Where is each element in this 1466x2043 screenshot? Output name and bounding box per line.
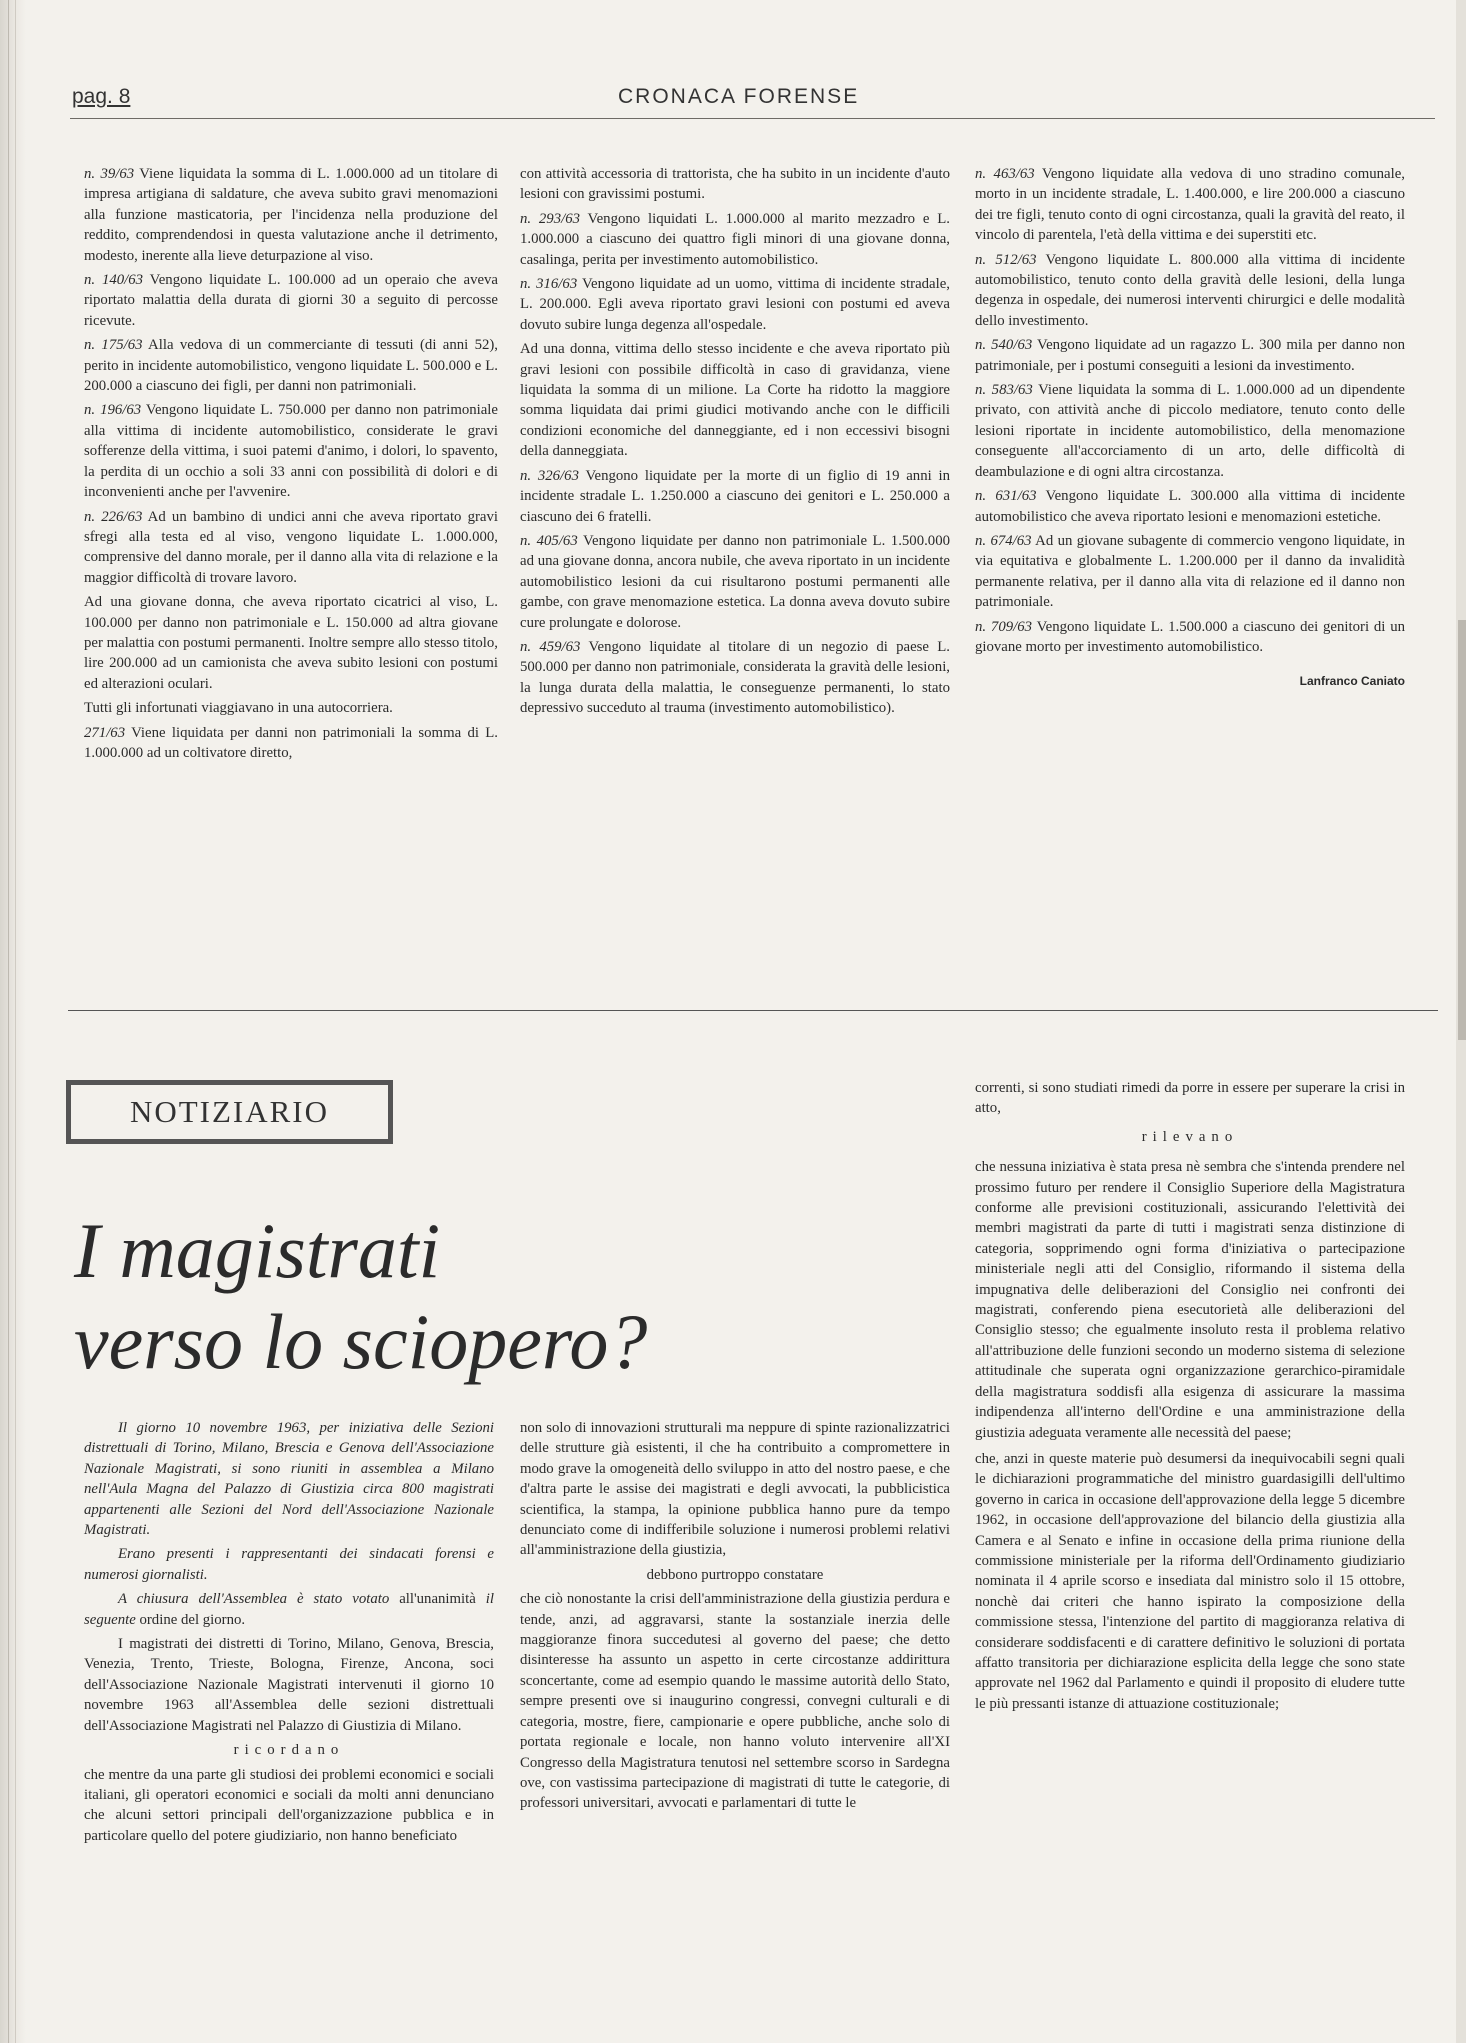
ruling-entry — [84, 335, 498, 396]
vote-paragraph: A chiusura dell'Assemblea è stato votato all'unanimità il seguente ordine del giorno. — [84, 1591, 494, 1628]
ruling-entry — [975, 250, 1405, 332]
top-column-2 — [520, 164, 950, 723]
ruling-citation: 271/63 — [84, 724, 126, 741]
ruling-text: Vengono liquidate L. 800.000 alla vittima di incidente automobilistico, tenuto conto della gravità delle lesioni, della lunga degenza in ospedale, dei numerosi interventi chirurgici e delle modalità dello investimento. — [975, 251, 1405, 329]
bottom-column-1 — [84, 1418, 494, 1850]
resolution-paragraph: non solo di innovazioni strutturali ma neppure di spinte razionalizzatrici delle strutture già esistenti, il che ha contribuito a compromettere in modo grave la omogeneità dello sviluppo in atto del nostro paese, e che d'altra parte le assise dei magistrati e degli avvocati, la pubblicistica scientifica, la stampa, la opinione pubblica hanno pure da tempo denunciato come di indifferibile soluzione i numerosi problemi relativi all'amministrazione della giustizia, — [520, 1420, 950, 1559]
ruling-text: Ad un giovane subagente di commercio vengono liquidate, in via equitativa e globalmente L. 1.200.000 per il danno da invalidità permanente relativa, per il danno alla vita di relazione ed il danno non patrimoniale. — [975, 532, 1405, 611]
page-number: pag. 8 — [72, 85, 131, 108]
ruling-entry — [975, 164, 1405, 246]
ruling-citation: n. 540/63 — [975, 337, 1033, 354]
ruling-text: Vengono liquidate al titolare di un negozio di paese L. 500.000 per danno non patrimoniale, considerata la gravità delle lesioni, la lunga durata della malattia, le conseguenze permanenti, lo stato depressivo succeduto al trauma (investimento automobilistico). — [520, 638, 950, 717]
intro-paragraph: Erano presenti i rappresentanti dei sindacati forensi e numerosi giornalisti. — [84, 1546, 494, 1583]
ruling-citation: n. 709/63 — [975, 618, 1033, 635]
ruling-text: Ad un bambino di undici anni che aveva riportato gravi sfregi alla testa ed al viso, vengono liquidate L. 1.000.000, comprensive del danno morale, per il danno alla vita di relazione e la maggior difficoltà di trovare lavoro. — [84, 508, 499, 586]
ruling-text: Vengono liquidate L. 300.000 alla vittima di incidente automobilistico che aveva riportato lesioni e menomazioni estetiche. — [975, 488, 1405, 525]
header-rule — [70, 118, 1435, 119]
ruling-entry — [520, 637, 950, 719]
ruling-citation: n. 512/63 — [975, 251, 1037, 268]
ruling-citation: n. 459/63 — [520, 638, 581, 655]
resolution-paragraph: correnti, si sono studiati rimedi da porre in essere per superare la crisi in atto, — [975, 1080, 1405, 1117]
ruling-text: Ad una donna, vittima dello stesso incidente e che aveva riportato più gravi lesioni con possibile difficoltà in caso di gravidanza, viene liquidata la somma di un milione. La Corte ha ridotto la maggiore somma liquidata dai primi giudici motivando anche con le difficili condizioni economiche del danneggiante, ed i non eccessivi bisogni della danneggiata. — [520, 341, 950, 460]
ruling-text: Ad una giovane donna, che aveva riportato cicatrici al viso, L. 100.000 per danno non patrimoniale e L. 150.000 ad altra giovane per malattia con postumi permanenti. Inoltre sempre allo stesso titolo, lire 200.000 ad un camionista che aveva subito lesioni con postumi ed alterazioni oculari. — [84, 594, 498, 692]
ruling-entry — [520, 164, 950, 205]
ruling-entry — [975, 617, 1405, 658]
resolution-paragraph: I magistrati dei distretti di Torino, Milano, Genova, Brescia, Venezia, Trento, Trieste, Bologna, Firenze, Ancona, soci dell'Associazione Nazionale Magistrati intervenuti il giorno 10 novembre 1963 all'Assemblea delle sezioni distrettuali dell'Associazione Magistrati nel Palazzo di Giustizia di Milano. — [84, 1636, 494, 1734]
ruling-text: Vengono liquidate ad un uomo, vittima di incidente stradale, L. 200.000. Egli aveva riportato gravi lesioni con postumi ed aveva dovuto subire lunga degenza all'ospedale. — [520, 276, 950, 333]
ruling-entry — [520, 209, 950, 270]
headline-line-2: verso lo sciopero? — [74, 1298, 648, 1385]
section-rule — [68, 1010, 1438, 1011]
ruling-citation: n. 463/63 — [975, 166, 1035, 182]
ruling-entry — [975, 486, 1405, 527]
top-column-3 — [975, 164, 1405, 692]
resolution-paragraph: che ciò nonostante la crisi dell'amministrazione della giustizia perdura e tende, anzi, ad aggravarsi, stante la sostanziale inerzia delle maggioranze finora succedutesi al governo del paese; che detto disinteresse ha assunto un aspetto in certe circostanze addirittura sconcertante, come ad esempio quando le massime autorità dello Stato, sempre presenti ove si inaugurino congressi, convegni culturali e di categoria, mostre, fiere, campionarie e opere pubbliche, anche solo di portata regionale e locale, non hanno voluto intervenire all'XI Congresso della Magistratura tenutosi nel settembre scorso in Sardegna ove, con vastissima partecipazione di magistrati di tutte le categorie, di professori universitari, avvocati e parlamentari di tutte le — [520, 1591, 950, 1812]
ruling-text: Vengono liquidate L. 1.500.000 a ciascuno dei genitori di un giovane morto per investimento automobilistico. — [975, 618, 1405, 655]
ruling-text: Viene liquidata la somma di L. 1.000.000 ad un dipendente privato, con attività anche di piccolo mediatore, tenuto conto delle lesioni riportate in incidente automobilistico, della menomazione conseguente all'accorciamento di un arto, delle difficoltà di deambulazione e di ogni altra circostanza. — [975, 382, 1405, 480]
ruling-entry — [975, 380, 1405, 482]
ruling-entry — [84, 698, 498, 718]
ruling-text: Vengono liquidati L. 1.000.000 al marito mezzadro e L. 1.000.000 a ciascuno dei quattro figli minori di una giovane donna, casalinga, perita per investimento automobilistico. — [520, 210, 950, 268]
ruling-entry — [84, 270, 498, 331]
debbono-heading: debbono purtroppo constatare — [646, 1566, 824, 1583]
ruling-citation: n. 583/63 — [975, 382, 1033, 399]
ruling-citation: n. 140/63 — [84, 272, 144, 289]
resolution-paragraph: che nessuna iniziativa è stata presa nè sembra che s'intenda prendere nel prossimo futuro per rendere il Consiglio Superiore della Magistratura conforme alle previsioni costituzionali, assicurando l'elettività dei membri magistrati da parte di tutti i magistrati senza distinzione di categoria, sopprimendo ogni forma d'iniziativa o partecipazione ministeriale negli atti del Consiglio, riformando il sistema della impugnativa delle deliberazioni del Consiglio nei confronti dei magistrati, conferendo piena esecutorietà alle deliberazioni del Consiglio stesso; che egualmente insoluto resta il problema relativo all'attribuzione delle funzioni secondo un moderno sistema di selezione attitudinale che superata ogni organizzazione gerarchico-piramidale della magistratura soddisfi alla esigenza di assicurare la massima indipendenza all'interno dell'Ordine e una amministrazione della giustizia adeguata veramente alle necessità del paese; — [975, 1159, 1405, 1441]
page-edge-tab — [1458, 620, 1466, 1040]
ruling-text: Vengono liquidate per danno non patrimoniale L. 1.500.000 ad una giovane donna, ancora nubile, che aveva riportato in un incidente automobilistico lesioni da cui risultarono postumi permanenti alle gambe, con grave menomazione estetica. La donna aveva dovuto subire cure prolungate e dolorose. — [520, 532, 950, 631]
ruling-citation: n. 674/63 — [975, 532, 1032, 549]
page-binding — [0, 0, 26, 2043]
ruling-citation: n. 226/63 — [84, 508, 143, 525]
ruling-entry — [84, 164, 498, 266]
ruling-entry — [975, 531, 1405, 613]
ruling-citation: n. 196/63 — [84, 402, 142, 419]
ruling-citation: n. 631/63 — [975, 488, 1037, 505]
rilevano-heading: rilevano — [1141, 1128, 1239, 1145]
author-signature: Lanfranco Caniato — [1299, 674, 1405, 689]
ruling-entry — [84, 507, 498, 589]
ruling-entry — [84, 592, 498, 694]
ruling-entry — [520, 466, 950, 527]
ruling-citation: n. 175/63 — [84, 337, 143, 354]
ruling-text: Viene liquidata per danni non patrimoniali la somma di L. 1.000.000 ad un coltivatore diretto, — [84, 724, 498, 761]
ruling-citation: n. 293/63 — [520, 210, 581, 227]
ruling-text: Vengono liquidate per la morte di un figlio di 19 anni in incidente stradale L. 1.250.000 a ciascuno dei genitori e L. 250.000 a ciascuno dei 6 fratelli. — [520, 467, 950, 525]
ruling-text: Tutti gli infortunati viaggiavano in una autocorriera. — [84, 700, 393, 717]
ruling-text: Viene liquidata la somma di L. 1.000.000 ad un titolare di impresa artigiana di saldature, che aveva subito gravi menomazioni alla funzione masticatoria, per l'incidenza nella produzione del reddito, comprendendosi in questa valutazione anche il detrimento, modesto, inerente alla lieve deturpazione al viso. — [84, 166, 498, 264]
ruling-entry — [520, 531, 950, 633]
ruling-citation: n. 405/63 — [520, 532, 578, 549]
ruling-text: Vengono liquidate L. 100.000 ad un operaio che aveva riportato malattia della durata di giorni 30 a seguito di percosse ricevute. — [84, 272, 498, 329]
ruling-text: Vengono liquidate alla vedova di uno stradino comunale, morto in un incidente stradale, L. 1.400.000, e lire 200.000 a ciascuno dei tre figli, tenuto conto di ogni circostanza, quali la gravità del reato, il vincolo di parentela, l'età della vittima e dei superstiti etc. — [975, 166, 1406, 244]
top-column-1 — [84, 164, 498, 767]
ruling-entry — [84, 723, 498, 764]
resolution-paragraph: che, anzi in queste materie può desumersi da inequivocabili segni quali le dichiarazioni programmatiche del ministro guardasigilli dell'ultimo governo in carica in occasione dell'approvazione della legge 5 dicembre 1962, in occasione dell'approvazione del bilancio della giustizia alla Camera e al Senato e infine in occasione della prima riunione della commissione ministeriale per la riforma dell'Ordinamento giudiziario nominata il 4 aprile scorso e insediata dal ministro solo il 15 ottobre, nonchè dai criteri che hanno ispirato la composizione della commissione stessa, l'intenzione del partito di maggioranza relativa di considerare soddisfacenti e di carattere definitivo le soluzioni di portata affatto transitoria per dichiarazione esplicita della legge che sono state approvate nel 1962 dal Parlamento e quindi il proposito di eludere tutte le più pressanti istanze di attuazione costituzionale; — [975, 1450, 1405, 1712]
headline-line-1: I magistrati — [74, 1207, 441, 1294]
ricordano-heading: ricordano — [233, 1742, 345, 1759]
ruling-text: Vengono liquidate L. 750.000 per danno non patrimoniale alla vittima di incidente automobilistico, considerate le gravi sofferenze della vittima, i suoi patemi d'animo, i dolori, lo spavento, la perdita di un occhio a soli 33 anni con possibilità di dolori e di inconvenienti anche per l'avvenire. — [84, 402, 498, 501]
ruling-entry — [520, 274, 950, 335]
ruling-text: Vengono liquidate ad un ragazzo L. 300 mila per danno non patrimoniale, per i postumi conseguiti a lesioni da investimento. — [975, 337, 1406, 374]
ruling-citation: n. 326/63 — [520, 467, 579, 484]
section-label-box — [66, 1080, 393, 1144]
ruling-citation: n. 39/63 — [84, 166, 135, 182]
ruling-entry — [975, 335, 1405, 376]
ruling-citation: n. 316/63 — [520, 276, 578, 293]
ruling-text: con attività accessoria di trattorista, che ha subito in un incidente d'auto lesioni con gravissimi postumi. — [520, 166, 950, 203]
ruling-text: Alla vedova di un commerciante di tessuti (di anni 52), perito in incidente automobilistico, vengono liquidate L. 500.000 e L. 200.000 a ciascuno dei figli, per danni non patrimoniali. — [84, 337, 498, 395]
intro-paragraph: Il giorno 10 novembre 1963, per iniziativa delle Sezioni distrettuali di Torino, Milano, Brescia e Genova dell'Associazione Nazionale Magistrati, si sono riuniti in assemblea a Milano nell'Aula Magna del Palazzo di Giustizia circa 800 magistrati appartenenti alle Sezioni del Nord dell'Associazione Nazionale Magistrati. — [84, 1420, 494, 1539]
section-label: NOTIZIARIO — [129, 1094, 330, 1129]
bottom-column-3 — [975, 1078, 1405, 1718]
running-head: CRONACA FORENSE — [618, 85, 860, 108]
ruling-entry — [520, 339, 950, 461]
bottom-column-2 — [520, 1418, 950, 1818]
ruling-entry — [84, 400, 498, 502]
resolution-paragraph: che mentre da una parte gli studiosi dei problemi economici e sociali italiani, gli operatori economici e sociali da molti anni denunciano che alcuni settori principali dell'organizzazione pubblica e in particolare quello del potere giudiziario, non hanno beneficiato — [84, 1766, 494, 1844]
